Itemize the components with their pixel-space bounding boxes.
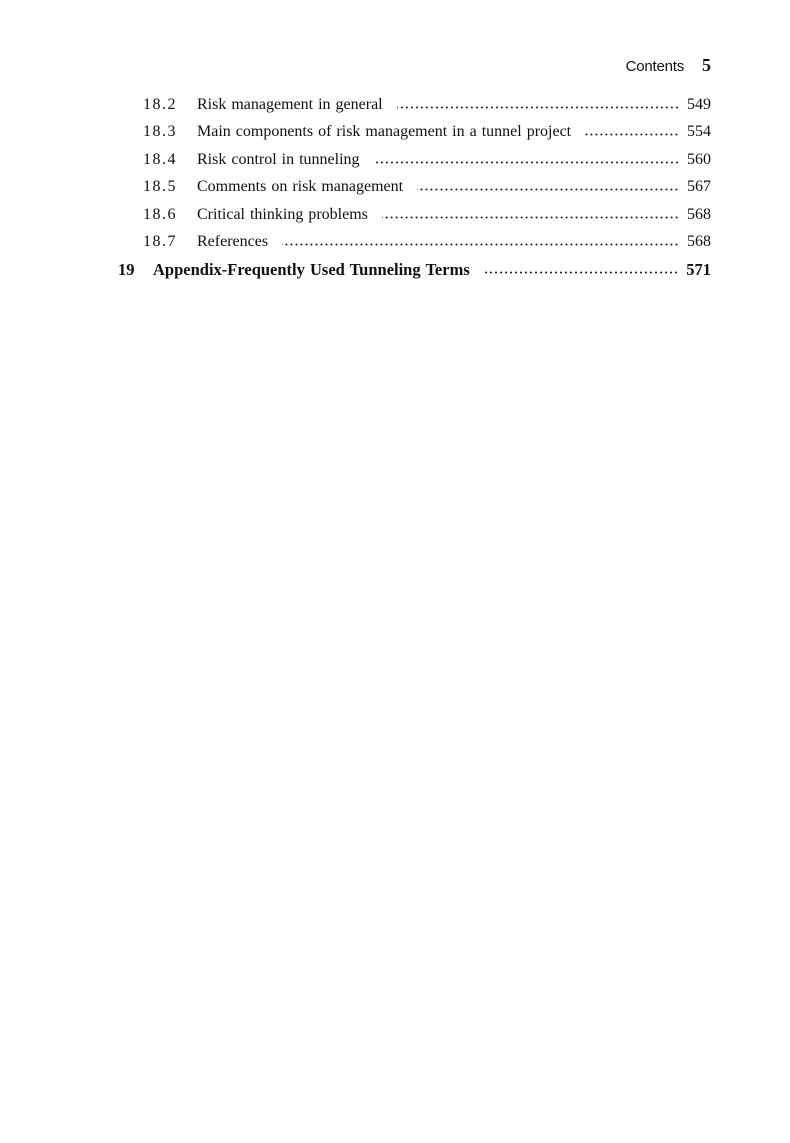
toc-chapter-page: 571	[686, 260, 711, 279]
toc-entry-page: 568	[687, 233, 711, 250]
toc-entry-18-2[interactable]	[143, 92, 711, 118]
toc-chapter-19[interactable]	[118, 257, 711, 283]
toc-entry-title: Critical thinking problems	[197, 206, 368, 223]
toc-entry-18-3[interactable]	[143, 119, 711, 145]
dot-leader	[382, 216, 679, 219]
dot-leader	[374, 161, 679, 164]
toc-chapter-title: Appendix-Frequently Used Tunneling Terms	[153, 260, 470, 279]
dot-leader	[484, 271, 679, 274]
header-label: Contents	[625, 58, 684, 75]
toc-entry-18-4[interactable]	[143, 147, 711, 173]
toc-chapter-number: 19	[118, 260, 135, 279]
toc-entry-number: 18.5	[143, 178, 177, 195]
toc-entry-number: 18.3	[143, 123, 177, 140]
toc-entry-number: 18.7	[143, 233, 177, 250]
toc-entry-page: 568	[687, 206, 711, 223]
dot-leader	[417, 188, 679, 191]
dot-leader	[282, 243, 679, 246]
toc-entry-title: Risk control in tunneling	[197, 151, 360, 168]
toc-entry-page: 567	[687, 178, 711, 195]
running-header	[626, 55, 711, 76]
toc-entry-page: 554	[687, 123, 711, 140]
toc-entry-number: 18.4	[143, 151, 177, 168]
toc-entry-18-7[interactable]	[143, 229, 711, 255]
toc-entry-number: 18.2	[143, 96, 177, 113]
toc-entry-18-5[interactable]	[143, 174, 711, 200]
dot-leader	[397, 106, 679, 109]
toc-entry-page: 560	[687, 151, 711, 168]
toc-entry-number: 18.6	[143, 206, 177, 223]
page-number: 5	[702, 55, 711, 75]
toc-entry-title: Comments on risk management	[197, 178, 404, 195]
toc-entry-title: Main components of risk management in a tunnel project	[197, 123, 572, 140]
toc-entry-page: 549	[687, 96, 711, 113]
toc-entry-title: Risk management in general	[197, 96, 383, 113]
dot-leader	[585, 133, 679, 136]
toc-entry-title: References	[197, 233, 269, 250]
toc-entry-18-6[interactable]	[143, 202, 711, 228]
